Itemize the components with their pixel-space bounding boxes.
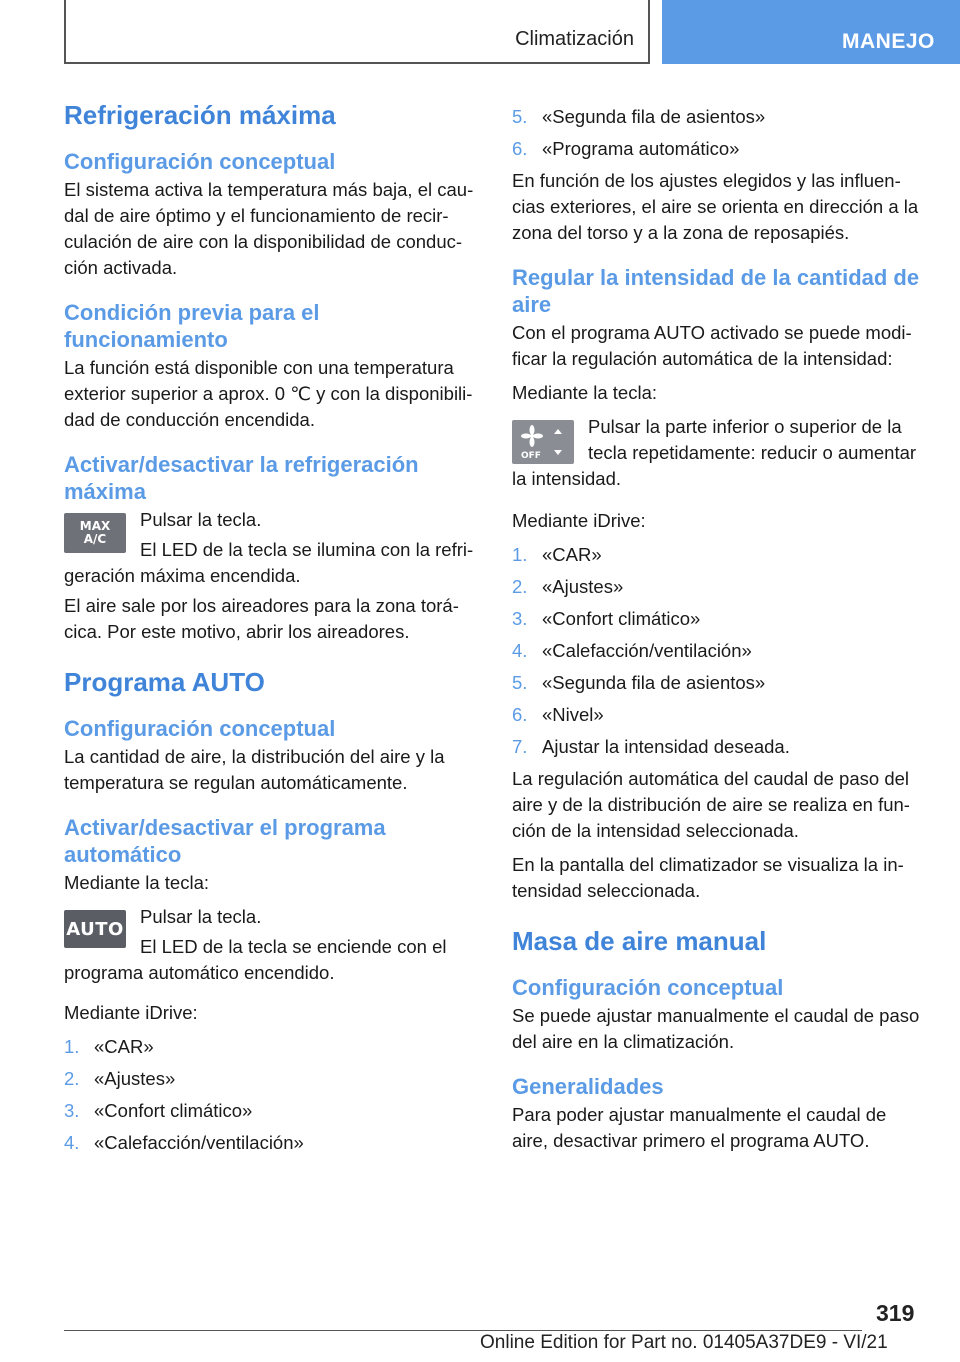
header-frame: [64, 0, 650, 64]
text-pulsar-tecla-1: Pulsar la tecla.: [140, 509, 262, 530]
heading-activar-refrigeracion: Activar/desactivar la refrigeración máxima: [64, 452, 419, 504]
list-item: 5. «Segunda fila de asientos»: [512, 672, 766, 693]
text-condicion-previa: La función está disponible con una temperatura exterior superior a aprox. 0 ℃ y con la disponibili-dad de conducción encendida.: [64, 357, 473, 430]
list-item: 1. «CAR»: [512, 544, 602, 565]
fan-icon: [512, 420, 574, 464]
text-pantalla-climatizador: En la pantalla del climatizador se visualiza la in-tensidad seleccionada.: [512, 854, 904, 901]
maxac-key-row: [64, 507, 478, 593]
auto-key-row: [64, 904, 478, 990]
text-configuracion-1: El sistema activa la temperatura más baja, el cau-dal de aire óptimo y el funcionamiento de recir-culación de aire con la disponibilidad de conduc-ción activada.: [64, 179, 474, 278]
idrive-steps-list-1: [64, 1034, 478, 1156]
heading-regular-intensidad: Regular la intensidad de la cantidad de aire: [512, 265, 920, 317]
text-mediante-idrive-2: Mediante iDrive:: [512, 510, 646, 531]
footer-divider: [64, 1330, 862, 1331]
list-item: 2. «Ajustes»: [64, 1068, 176, 1089]
list-item: 6. «Programa automático»: [512, 138, 740, 159]
list-item: 5. «Segunda fila de asientos»: [512, 106, 766, 127]
fan-intensity-key-icon: [512, 420, 574, 464]
heading-masa-aire-manual: Masa de aire manual: [512, 926, 767, 956]
heading-generalidades: Generalidades: [512, 1074, 664, 1099]
text-en-funcion: En función de los ajustes elegidos y las influen-cias exteriores, el aire se orienta en dirección a la zona del torso y a la zona de reposapiés.: [512, 170, 919, 243]
list-item: 4. «Calefacción/ventilación»: [512, 640, 752, 661]
heading-condicion-previa: Condición previa para el funcionamiento: [64, 300, 320, 352]
text-pulsar-tecla-2: Pulsar la tecla.: [140, 906, 262, 927]
list-item: 3. «Confort climático»: [64, 1100, 253, 1121]
text-pulsar-fan: Pulsar la parte inferior o superior de la tecla repetidamente: reducir o aumentar la intensidad.: [512, 416, 917, 489]
footer-edition-text: Online Edition for Part no. 01405A37DE9 - VI/21: [480, 1332, 888, 1353]
heading-programa-auto: Programa AUTO: [64, 667, 265, 697]
text-regular-intensidad: Con el programa AUTO activado se puede modi-ficar la regulación automática de la intensidad:: [512, 322, 912, 369]
text-configuracion-3: Se puede ajustar manualmente el caudal de paso del aire en la climatización.: [512, 1005, 920, 1052]
header-chapter-tab: MANEJO: [662, 0, 960, 64]
fan-key-row: [512, 414, 926, 496]
heading-configuracion-conceptual-2: Configuración conceptual: [64, 716, 336, 741]
text-configuracion-2: La cantidad de aire, la distribución del aire y la temperatura se regulan automáticamente.: [64, 746, 445, 793]
list-item: 1. «CAR»: [64, 1036, 154, 1057]
text-led-refrigeracion: El LED de la tecla se ilumina con la refri-geración máxima encendida.: [64, 539, 474, 586]
left-column: [64, 100, 478, 1162]
heading-activar-auto: Activar/desactivar el programa automático: [64, 815, 386, 867]
text-regulacion-automatica: La regulación automática del caudal de paso del aire y de la distribución de aire se realiza en fun-ción de la intensidad seleccionada.: [512, 768, 910, 841]
text-led-auto: El LED de la tecla se enciende con el programa automático encendido.: [64, 936, 447, 983]
svg-text:OFF: OFF: [521, 451, 541, 461]
header-section-title: Climatización: [515, 28, 634, 50]
list-item: 4. «Calefacción/ventilación»: [64, 1132, 304, 1153]
text-mediante-idrive-1: Mediante iDrive:: [64, 1002, 198, 1023]
list-item: 3. «Confort climático»: [512, 608, 701, 629]
list-item: 6. «Nivel»: [512, 704, 604, 725]
heading-refrigeracion-maxima: Refrigeración máxima: [64, 100, 336, 130]
text-mediante-tecla-1: Mediante la tecla:: [64, 872, 210, 893]
idrive-steps-list-continued: [512, 104, 926, 162]
text-mediante-tecla-2: Mediante la tecla:: [512, 382, 658, 403]
max-ac-key-icon: MAX A/C: [64, 513, 126, 553]
idrive-steps-list-2: [512, 542, 926, 760]
right-column: [512, 104, 926, 1162]
text-aire-sale: El aire sale por los aireadores para la zona torá-cica. Por este motivo, abrir los aireadores.: [64, 595, 459, 642]
heading-configuracion-conceptual-1: Configuración conceptual: [64, 149, 336, 174]
list-item: 7. Ajustar la intensidad deseada.: [512, 736, 790, 757]
page-number: 319: [876, 1300, 915, 1326]
auto-key-icon: AUTO: [64, 910, 126, 948]
heading-configuracion-conceptual-3: Configuración conceptual: [512, 975, 784, 1000]
text-generalidades: Para poder ajustar manualmente el caudal de aire, desactivar primero el programa AUTO.: [512, 1104, 887, 1151]
list-item: 2. «Ajustes»: [512, 576, 624, 597]
